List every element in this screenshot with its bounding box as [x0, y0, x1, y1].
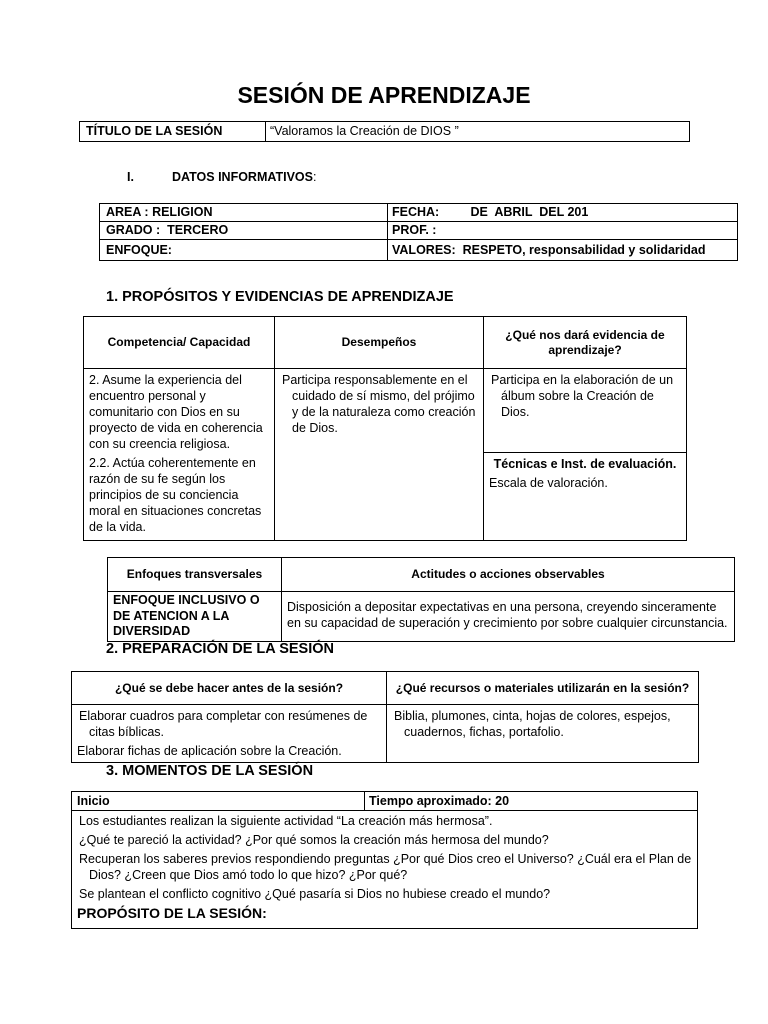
datos-table: [99, 203, 738, 261]
actitud-text: Disposición a depositar expectativas en una persona, creyendo sinceramente en su capacidad de superación y crecimiento por sobre cualquier circunstancia.: [282, 592, 735, 642]
momentos-table: [71, 791, 698, 929]
desempeno-cell: [275, 369, 484, 541]
tecnicas-label: Técnicas e Inst. de evaluación.: [493, 457, 677, 471]
proposito-label: PROPÓSITO DE LA SESIÓN:: [77, 905, 267, 921]
recursos-cell: [387, 705, 699, 763]
valores-cell: VALORES: RESPETO, responsabilidad y solidaridad: [388, 240, 738, 261]
col-enfoques: Enfoques transversales: [108, 558, 282, 592]
inicio-label: Inicio: [72, 792, 365, 811]
antes-1: Elaborar cuadros para completar con resúmenes de citas bíblicas.: [79, 709, 368, 739]
page-title: SESIÓN DE APRENDIZAJE: [237, 82, 531, 108]
col-actitudes: Actitudes o acciones observables: [282, 558, 735, 592]
recursos-text: Biblia, plumones, cinta, hojas de colores, espejos, cuadernos, fichas, portafolio.: [394, 709, 671, 739]
col-antes: ¿Qué se debe hacer antes de la sesión?: [72, 672, 387, 705]
col-evidencia: ¿Qué nos dará evidencia de aprendizaje?: [484, 317, 687, 369]
area-cell: AREA : RELIGION: [100, 204, 388, 222]
inicio-p3: Recuperan los saberes previos respondiendo preguntas ¿Por qué Dios creo el Universo? ¿Cuál era el Plan de Dios? ¿Creen que Dios amó todo lo que hizo? ¿Por qué?: [79, 852, 692, 882]
session-title-table: [79, 121, 690, 142]
desempeno-text: Participa responsablemente en el cuidado de sí mismo, del prójimo y de la naturaleza como creación de Dios.: [282, 373, 476, 435]
session-title-value: “Valoramos la Creación de DIOS ”: [266, 122, 690, 142]
col-desempenos: Desempeños: [275, 317, 484, 369]
datos-number: I.: [127, 170, 134, 184]
inicio-p4: Se plantean el conflicto cognitivo ¿Qué pasaría si Dios no hubiese creado el mundo?: [79, 887, 551, 901]
enfoque-inclusivo: ENFOQUE INCLUSIVO O DE ATENCION A LA DIVERSIDAD: [108, 592, 282, 642]
antes-cell: [72, 705, 387, 763]
enfoques-table: [107, 557, 735, 642]
session-title-label: TÍTULO DE LA SESIÓN: [80, 122, 266, 142]
inicio-p2: ¿Qué te pareció la actividad? ¿Por qué somos la creación más hermosa del mundo?: [79, 833, 549, 847]
evidencia-cell: [484, 369, 687, 453]
grado-cell: GRADO : TERCERO: [100, 222, 388, 240]
col-competencia: Competencia/ Capacidad: [84, 317, 275, 369]
enfoque-cell: ENFOQUE:: [100, 240, 388, 261]
prof-cell: PROF. :: [388, 222, 738, 240]
tecnicas-value: Escala de valoración.: [489, 476, 608, 490]
section-1-heading: 1. PROPÓSITOS Y EVIDENCIAS DE APRENDIZAJE: [106, 289, 454, 305]
capacidad-2-2: 2.2. Actúa coherentemente en razón de su fe según los principios de su conciencia moral en situaciones concretas de la vida.: [89, 456, 262, 534]
evidencia-text: Participa en la elaboración de un álbum sobre la Creación de Dios.: [491, 373, 674, 419]
competencia-cell: [84, 369, 275, 541]
competencia-1: 2. Asume la experiencia del encuentro personal y comunitario con Dios en su proyecto de vida en coherencia con su creencia religiosa.: [89, 373, 263, 451]
datos-heading: DATOS INFORMATIVOS:: [172, 170, 317, 184]
section-3-heading: 3. MOMENTOS DE LA SESIÓN: [106, 763, 314, 779]
antes-2: Elaborar fichas de aplicación sobre la Creación.: [77, 744, 342, 758]
propositos-table: [83, 316, 687, 541]
tiempo-label: Tiempo aproximado: 20: [365, 792, 698, 811]
preparacion-table: [71, 671, 699, 763]
inicio-content: [72, 811, 698, 929]
section-2-heading: 2. PREPARACIÓN DE LA SESIÓN: [106, 641, 335, 657]
col-recursos: ¿Qué recursos o materiales utilizarán en la sesión?: [387, 672, 699, 705]
fecha-cell: FECHA: DE ABRIL DEL 201: [388, 204, 738, 222]
tecnicas-cell: [484, 453, 687, 541]
inicio-p1: Los estudiantes realizan la siguiente actividad “La creación más hermosa”.: [79, 814, 493, 828]
